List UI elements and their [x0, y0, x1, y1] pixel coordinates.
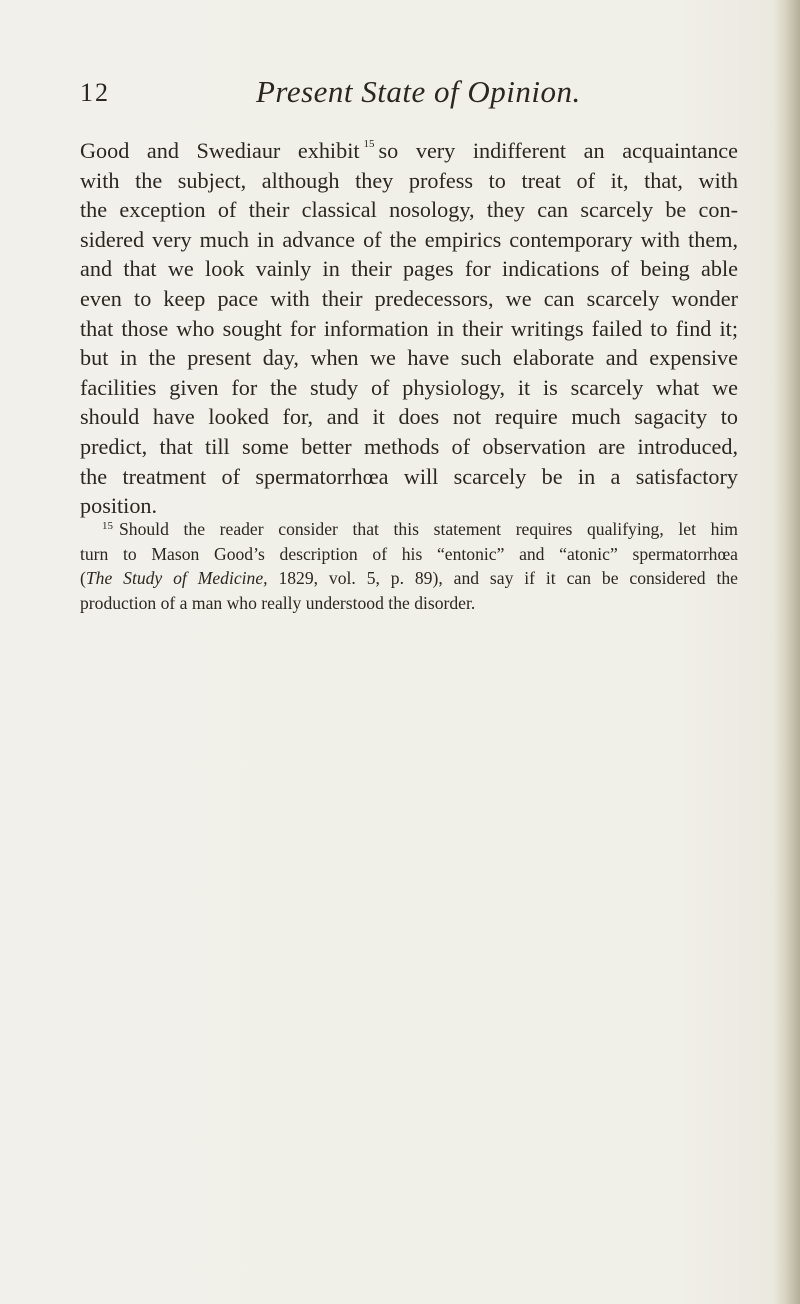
footnote-line [80, 566, 738, 591]
footnote-text: ( [80, 568, 86, 589]
page-number: 12 [80, 78, 110, 107]
body-line: the exception of their classical nosology, they can scarcely be con- [80, 197, 738, 223]
footnote-text: 1829, vol. 5, p. 89), and say if it can be considered the [267, 568, 738, 589]
body-line: should have looked for, and it does not require much sagacity to [80, 404, 738, 430]
page-edge-shadow [774, 0, 800, 1304]
footnote-line: turn to Mason Good’s description of his “entonic” and “atonic” spermatorrhœa [80, 543, 738, 564]
body-line: with the subject, although they profess to treat of it, that, with [80, 167, 738, 193]
footnote-line [80, 514, 738, 542]
body-text-segment: so very indifferent an acquaintance [378, 138, 738, 163]
footnote-text: Should the reader consider that this statement requires qualifying, let him [119, 519, 738, 539]
body-line: sidered very much in advance of the empirics contemporary with them, [80, 226, 738, 252]
footnote-number: 15 [102, 520, 113, 532]
footnote [80, 514, 738, 615]
body-line: and that we look vainly in their pages for indications of being able [80, 256, 738, 282]
body-line: but in the present day, when we have such elaborate and expensive [80, 345, 738, 371]
body-text-segment: Good and Swediaur exhibit [80, 138, 360, 163]
body-line: position. [80, 493, 158, 519]
footnote-reference: 15 [363, 138, 375, 150]
body-line: facilities given for the study of physiology, it is scarcely what we [80, 374, 738, 400]
body-paragraph [80, 130, 738, 521]
body-line: that those who sought for information in their writings failed to find it; [80, 315, 738, 341]
running-header [80, 74, 740, 118]
cited-work-title: The Study of Medicine, [85, 568, 268, 589]
body-line [80, 130, 738, 166]
body-line: predict, that till some better methods of observation are introduced, [80, 433, 738, 459]
footnote-line: production of a man who really understood the disorder. [80, 592, 476, 613]
body-line: even to keep pace with their predecessors, we can scarcely wonder [80, 285, 738, 311]
body-line: the treatment of spermatorrhœa will scarcely be in a satisfactory [80, 463, 738, 489]
running-title: Present State of Opinion. [256, 74, 581, 109]
